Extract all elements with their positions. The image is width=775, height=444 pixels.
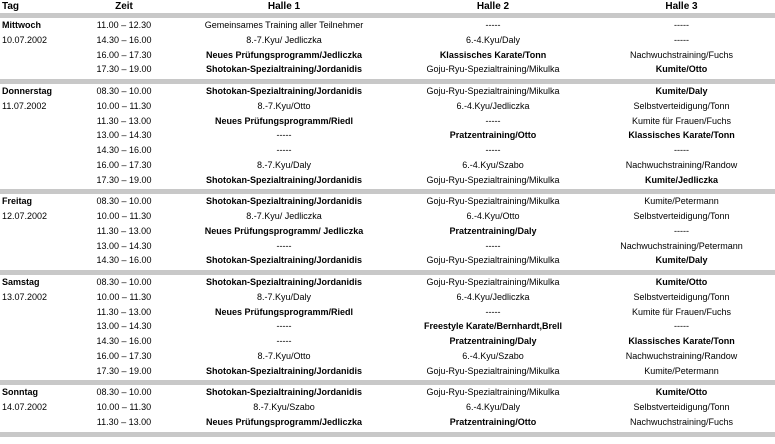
- halle2-cell: Pratzentraining/Otto: [449, 416, 537, 427]
- time-cell: 11.30 – 13.00: [96, 225, 152, 236]
- halle2-cell: 6.-4.Kyu/Jedliczka: [456, 100, 530, 111]
- halle3-cell: -----: [674, 34, 689, 45]
- halle2-cell: Goju-Ryu-Spezialtraining/Mikulka: [426, 387, 560, 398]
- table-row: [0, 159, 775, 172]
- time-cell: 08.30 – 10.00: [96, 277, 152, 287]
- halle1-cell: 8.-7.Kyu/ Jedliczka: [246, 34, 322, 45]
- halle1-cell: 8.-7.Kyu/Daly: [256, 291, 312, 302]
- table-row: [0, 291, 775, 304]
- halle2-cell: Goju-Ryu-Spezialtraining/Mikulka: [426, 174, 560, 185]
- table-row: [0, 63, 775, 76]
- halle3-cell: Kumite/Daly: [655, 86, 708, 96]
- header-row: [0, 0, 775, 13]
- separator-bar: [0, 189, 775, 194]
- header-halle2: Halle 2: [476, 1, 510, 12]
- time-cell: 13.00 – 14.30: [96, 321, 152, 332]
- time-cell: 17.30 – 19.00: [96, 174, 152, 185]
- halle2-cell: Goju-Ryu-Spezialtraining/Mikulka: [426, 255, 560, 266]
- separator-bar: [0, 13, 775, 18]
- time-cell: 10.00 – 11.30: [96, 402, 152, 412]
- halle2-cell: Klassisches Karate/Tonn: [439, 49, 547, 60]
- halle1-cell: 8.-7.Kyu/Otto: [257, 350, 311, 361]
- table-row: [0, 19, 775, 32]
- table-row: [0, 210, 775, 223]
- halle3-cell: Kumite für Frauen/Fuchs: [631, 115, 732, 126]
- halle3-cell: -----: [674, 20, 689, 30]
- halle1-cell: -----: [276, 336, 292, 346]
- halle3-cell: Selbstverteidigung/Tonn: [633, 402, 730, 412]
- separator-bar: [0, 270, 775, 275]
- halle2-cell: 6.-4.Kyu/Szabo: [462, 350, 524, 361]
- time-cell: 17.30 – 19.00: [96, 365, 152, 376]
- time-cell: 11.30 – 13.00: [96, 306, 152, 317]
- day-name: Samstag: [2, 277, 40, 287]
- table-row: [0, 350, 775, 363]
- table-row: [0, 416, 775, 429]
- halle1-cell: Shotokan-Spezialtraining/Jordanidis: [205, 255, 363, 266]
- halle1-cell: Gemeinsames Training aller Teilnehmer: [204, 20, 364, 30]
- halle1-cell: Neues Prüfungsprogramm/Riedl: [214, 115, 354, 126]
- table-row: [0, 34, 775, 47]
- day-name: Donnerstag: [2, 86, 53, 96]
- day-name: Freitag: [2, 196, 33, 207]
- table-row: [0, 320, 775, 333]
- halle3-cell: Klassisches Karate/Tonn: [628, 130, 735, 141]
- halle1-cell: Shotokan-Spezialtraining/Jordanidis: [205, 86, 363, 96]
- table-row: [0, 365, 775, 378]
- day-date: 11.07.2002: [2, 100, 47, 111]
- halle1-cell: Shotokan-Spezialtraining/Jordanidis: [205, 64, 363, 75]
- time-cell: 11.30 – 13.00: [96, 416, 152, 427]
- table-row: [0, 401, 775, 414]
- halle2-cell: 6.-4.Kyu/Otto: [466, 211, 520, 221]
- halle1-cell: -----: [276, 321, 292, 332]
- halle2-cell: Pratzentraining/Daly: [449, 225, 537, 236]
- halle3-cell: -----: [674, 145, 689, 155]
- time-cell: 10.00 – 11.30: [96, 211, 152, 221]
- halle3-cell: Nachwuchstraining/Fuchs: [629, 49, 734, 60]
- halle3-cell: Selbstverteidigung/Tonn: [633, 100, 730, 111]
- halle1-cell: 8.-7.Kyu/Daly: [256, 159, 312, 170]
- halle2-cell: 6.-4.Kyu/Jedliczka: [456, 291, 530, 302]
- day-date: 12.07.2002: [2, 211, 48, 221]
- table-row: [0, 195, 775, 208]
- halle1-cell: Shotokan-Spezialtraining/Jordanidis: [205, 174, 363, 185]
- separator-bar: [0, 380, 775, 385]
- time-cell: 14.30 – 16.00: [96, 255, 152, 266]
- halle2-cell: -----: [485, 20, 501, 30]
- halle3-cell: Nachwuchstraining/Randow: [625, 350, 738, 361]
- halle1-cell: Neues Prüfungsprogramm/Jedliczka: [205, 416, 363, 427]
- halle3-cell: -----: [674, 225, 689, 236]
- halle2-cell: Goju-Ryu-Spezialtraining/Mikulka: [426, 64, 560, 75]
- time-cell: 08.30 – 10.00: [96, 387, 152, 398]
- time-cell: 14.30 – 16.00: [96, 336, 152, 346]
- time-cell: 16.00 – 17.30: [96, 49, 152, 60]
- table-row: [0, 240, 775, 253]
- time-cell: 08.30 – 10.00: [96, 196, 152, 207]
- halle3-cell: Kumite für Frauen/Fuchs: [631, 306, 732, 317]
- halle2-cell: -----: [485, 145, 501, 155]
- table-row: [0, 115, 775, 128]
- header-zeit: Zeit: [115, 1, 133, 12]
- table-row: [0, 276, 775, 289]
- time-cell: 14.30 – 16.00: [96, 34, 152, 45]
- table-row: [0, 335, 775, 348]
- table-row: [0, 129, 775, 142]
- header-halle1: Halle 1: [267, 1, 301, 12]
- halle3-cell: Kumite/Otto: [655, 64, 708, 75]
- table-row: [0, 144, 775, 157]
- halle3-cell: Kumite/Daly: [655, 255, 708, 266]
- halle2-cell: Pratzentraining/Daly: [449, 336, 537, 346]
- halle1-cell: 8.-7.Kyu/ Jedliczka: [246, 211, 322, 221]
- halle3-cell: Selbstverteidigung/Tonn: [633, 211, 730, 221]
- halle1-cell: -----: [276, 240, 292, 251]
- halle2-cell: -----: [485, 115, 501, 126]
- time-cell: 13.00 – 14.30: [96, 130, 152, 141]
- halle2-cell: -----: [485, 240, 501, 251]
- halle1-cell: 8.-7.Kyu/Otto: [257, 100, 311, 111]
- halle2-cell: Goju-Ryu-Spezialtraining/Mikulka: [426, 196, 560, 207]
- time-cell: 16.00 – 17.30: [96, 159, 152, 170]
- separator-bar: [0, 432, 775, 437]
- table-row: [0, 254, 775, 267]
- day-name: Sonntag: [2, 387, 38, 398]
- halle1-cell: Neues Prüfungsprogramm/Jedliczka: [205, 49, 363, 60]
- halle1-cell: Shotokan-Spezialtraining/Jordanidis: [205, 196, 363, 207]
- halle3-cell: Kumite/Jedliczka: [644, 174, 719, 185]
- halle2-cell: Pratzentraining/Otto: [449, 130, 537, 141]
- halle1-cell: 8.-7.Kyu/Szabo: [253, 402, 315, 412]
- time-cell: 11.30 – 13.00: [96, 115, 152, 126]
- halle2-cell: Goju-Ryu-Spezialtraining/Mikulka: [426, 86, 560, 96]
- day-date: 10.07.2002: [2, 34, 48, 45]
- time-cell: 11.00 – 12.30: [96, 20, 152, 30]
- time-cell: 13.00 – 14.30: [96, 240, 152, 251]
- time-cell: 14.30 – 16.00: [96, 145, 152, 155]
- halle1-cell: Neues Prüfungsprogramm/Riedl: [214, 306, 354, 317]
- halle3-cell: Nachwuchstraining/Petermann: [620, 240, 743, 251]
- halle3-cell: Klassisches Karate/Tonn: [628, 336, 735, 346]
- table-row: [0, 100, 775, 113]
- time-cell: 17.30 – 19.00: [96, 64, 152, 75]
- halle1-cell: Shotokan-Spezialtraining/Jordanidis: [205, 387, 363, 398]
- table-row: [0, 49, 775, 62]
- halle3-cell: Selbstverteidigung/Tonn: [633, 291, 730, 302]
- table-row: [0, 85, 775, 98]
- header-tag: Tag: [2, 1, 20, 12]
- table-row: [0, 386, 775, 399]
- halle2-cell: 6.-4.Kyu/Daly: [465, 34, 521, 45]
- halle2-cell: Goju-Ryu-Spezialtraining/Mikulka: [426, 277, 560, 287]
- halle1-cell: Shotokan-Spezialtraining/Jordanidis: [205, 277, 363, 287]
- time-cell: 16.00 – 17.30: [96, 350, 152, 361]
- header-halle3: Halle 3: [665, 1, 698, 12]
- halle3-cell: Kumite/Otto: [655, 277, 708, 287]
- time-cell: 10.00 – 11.30: [96, 100, 152, 111]
- halle3-cell: Nachwuchstraining/Fuchs: [629, 416, 734, 427]
- halle2-cell: Goju-Ryu-Spezialtraining/Mikulka: [426, 365, 560, 376]
- halle2-cell: 6.-4.Kyu/Daly: [465, 402, 521, 412]
- halle3-cell: Nachwuchstraining/Randow: [625, 159, 738, 170]
- time-cell: 08.30 – 10.00: [96, 86, 152, 96]
- day-date: 13.07.2002: [2, 291, 48, 302]
- halle2-cell: Freestyle Karate/Bernhardt,Brell: [423, 321, 563, 332]
- halle1-cell: Neues Prüfungsprogramm/ Jedliczka: [204, 225, 364, 236]
- separator-bar: [0, 79, 775, 84]
- halle1-cell: Shotokan-Spezialtraining/Jordanidis: [205, 365, 363, 376]
- halle3-cell: Kumite/Otto: [655, 387, 708, 398]
- halle3-cell: Kumite/Petermann: [644, 196, 719, 207]
- day-date: 14.07.2002: [2, 402, 48, 412]
- halle1-cell: -----: [276, 130, 292, 141]
- halle3-cell: Kumite/Petermann: [644, 365, 719, 376]
- halle2-cell: -----: [485, 306, 501, 317]
- table-row: [0, 306, 775, 319]
- halle3-cell: -----: [674, 321, 689, 332]
- halle1-cell: -----: [276, 145, 292, 155]
- time-cell: 10.00 – 11.30: [96, 291, 152, 302]
- table-row: [0, 174, 775, 187]
- halle2-cell: 6.-4.Kyu/Szabo: [462, 159, 524, 170]
- day-name: Mittwoch: [2, 20, 41, 30]
- table-row: [0, 225, 775, 238]
